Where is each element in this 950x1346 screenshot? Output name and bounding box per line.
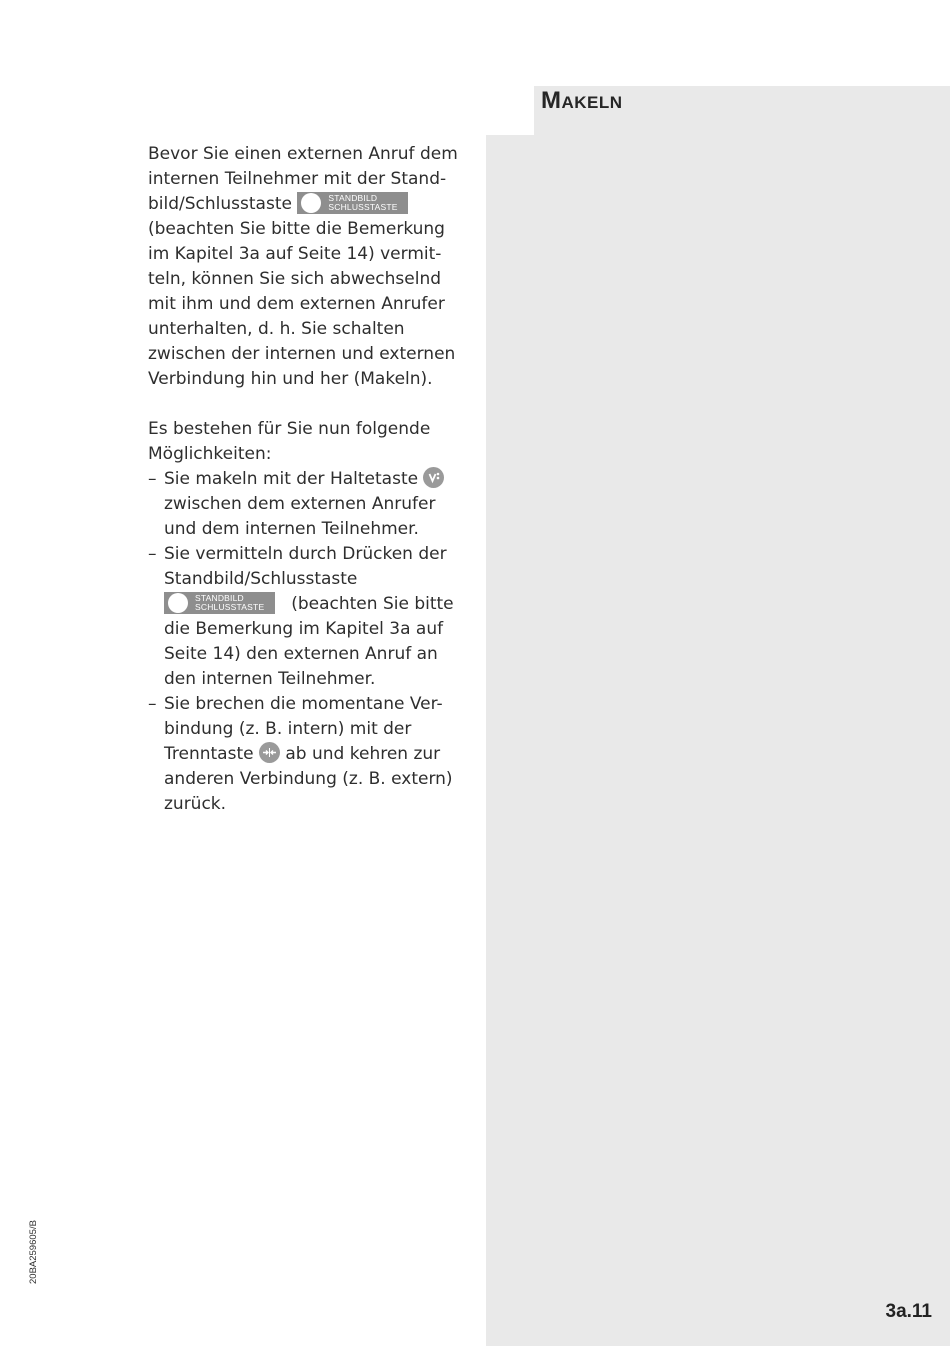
key-label-line2: SCHLUSSTASTE <box>195 602 265 612</box>
list-dash: – <box>148 694 157 714</box>
list-item-continued <box>148 742 458 767</box>
list-item <box>148 542 458 567</box>
list-item-continued: die Bemerkung im Kapitel 3a auf <box>164 619 444 639</box>
list-dash: – <box>148 544 157 564</box>
list-item-continued: Seite 14) den externen Anruf an <box>164 644 438 664</box>
list-item-text: (beachten Sie bitte <box>291 594 454 614</box>
list-item-continued: anderen Verbindung (z. B. extern) <box>164 769 453 789</box>
key-dot <box>301 193 321 213</box>
intro-line: Verbindung hin und her (Makeln). <box>148 369 433 389</box>
sidebar-panel <box>486 135 950 1346</box>
key-label-line2: SCHLUSSTASTE <box>328 202 398 212</box>
list-item-continued: Standbild/Schlusstaste <box>164 569 358 589</box>
intro-line: im Kapitel 3a auf Seite 14) vermit- <box>148 244 442 264</box>
key-dot <box>168 593 188 613</box>
intro-line: zwischen der internen und externen <box>148 344 456 364</box>
list-item-continued: bindung (z. B. intern) mit der <box>164 719 412 739</box>
key-label-line1: STANDBILD <box>328 193 378 203</box>
intro-line: Bevor Sie einen externen Anruf dem <box>148 144 458 164</box>
standbild-schlusstaste-key-icon <box>164 592 275 614</box>
list-item-text: ab und kehren zur <box>285 744 441 764</box>
list-item <box>148 692 458 717</box>
intro-line-text: bild/Schlusstaste <box>148 194 292 214</box>
document-id: 20BA259605/B <box>28 1220 39 1284</box>
intro-line: teln, können Sie sich abwechselnd <box>148 269 442 289</box>
list-item-text: Sie brechen die momentane Ver- <box>164 694 443 714</box>
intro-line <box>148 192 458 217</box>
list-item-continued: und dem internen Teilnehmer. <box>164 519 419 539</box>
options-intro-line: Möglichkeiten: <box>148 444 272 464</box>
list-dash: – <box>148 469 157 489</box>
intro-line: mit ihm und dem externen Anrufer <box>148 294 445 314</box>
list-item <box>148 467 458 492</box>
main-text <box>148 142 458 817</box>
list-item-text: Sie makeln mit der Haltetaste <box>164 469 419 489</box>
intro-line: internen Teilnehmer mit der Stand- <box>148 169 447 189</box>
list-item-continued: zurück. <box>164 794 227 814</box>
list-item-text: Sie vermitteln durch Drücken der <box>164 544 447 564</box>
disconnect-key-icon <box>259 742 280 763</box>
page-number: 3a.11 <box>885 1301 932 1322</box>
list-item-continued: den internen Teilnehmer. <box>164 669 376 689</box>
list-item-continued <box>148 592 458 617</box>
key-label-line1: STANDBILD <box>195 593 244 603</box>
list-item-text: Trenntaste <box>164 744 254 764</box>
list-item-continued: zwischen dem externen Anrufer <box>164 494 436 514</box>
hold-key-icon <box>423 467 444 488</box>
intro-line: unterhalten, d. h. Sie schalten <box>148 319 405 339</box>
options-intro-line: Es bestehen für Sie nun folgende <box>148 419 431 439</box>
standbild-schlusstaste-key-icon <box>297 192 408 214</box>
page-title: Makeln <box>541 87 623 114</box>
intro-line: (beachten Sie bitte die Bemerkung <box>148 219 445 239</box>
